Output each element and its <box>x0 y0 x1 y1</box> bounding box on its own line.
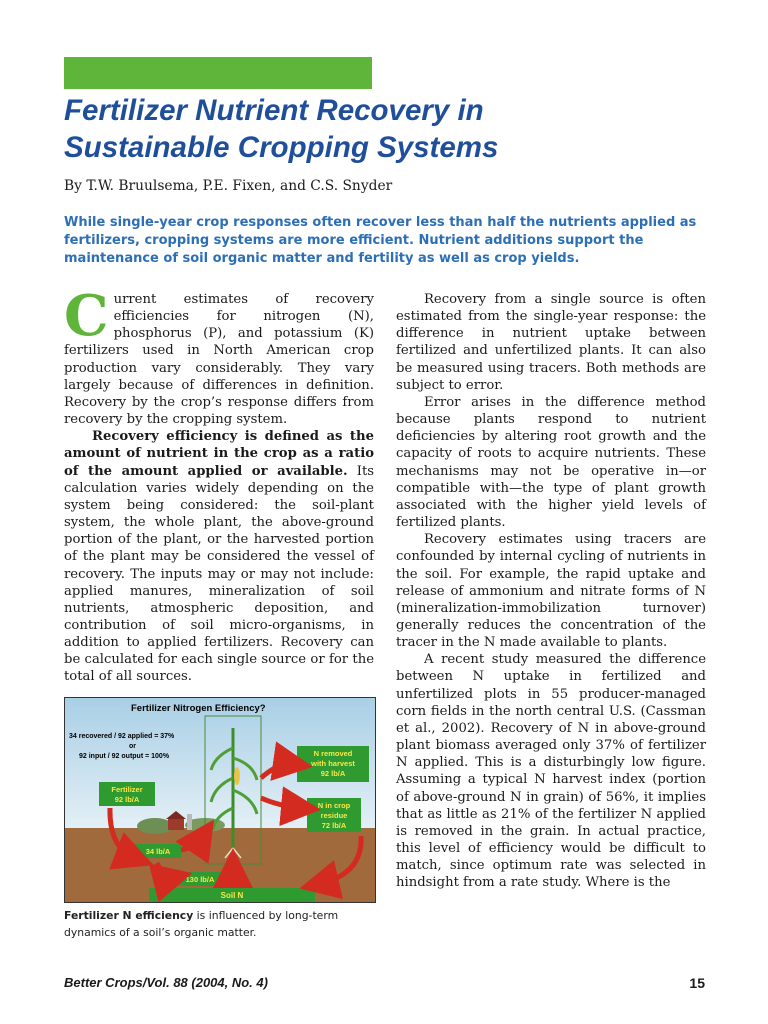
definition-rest: Its calculation varies widely depending on the system being considered: the soil-plant system, the whole plant, the above-ground portion of the plant, or the harvested portion of the plant may be considered the vessel of recovery. The inputs may or may not include: applied manures, mineralization of soil nutrients, atmospheric deposition, and contribution of soil micro-organisms, in addition to applied fertilizers. Recovery can be calculated for each single source or for the total of all sources. <box>64 463 375 685</box>
equation-balance: 92 input / 92 output = 100% <box>79 753 170 760</box>
column-right <box>396 291 706 891</box>
abstract: While single-year crop responses often recover less than half the nutrients applied as fertilizers, cropping systems are more efficient. Nutrient additions support the maintenance of soil organic matter and fertility as well as crop yields. <box>64 215 697 266</box>
paragraph-single-source: Recovery from a single source is often estimated from the single-year response: the difference in nutrient uptake between fertilized and unfertilized plants. It can also be measured using tracers. Both methods are subject to error. <box>396 292 706 393</box>
n-residue-amount: 72 lb/A <box>321 821 347 830</box>
n-removed-label: N removed <box>313 749 353 758</box>
value-34: 34 lb/A <box>145 847 171 856</box>
soil-n-label: Soil N <box>220 891 244 900</box>
nitrogen-efficiency-figure <box>64 697 376 903</box>
n-removed-amount: 92 lb/A <box>320 769 346 778</box>
n-residue-label-2: residue <box>320 811 348 820</box>
equation-or: or <box>129 743 136 750</box>
figure-caption <box>64 907 376 941</box>
column-left <box>64 283 375 686</box>
header-accent-bar <box>64 57 372 89</box>
equation-recovery: 34 recovered / 92 applied = 37% <box>69 733 175 740</box>
caption-bold: Fertilizer N efficiency <box>64 909 194 922</box>
drop-cap: C <box>64 283 109 349</box>
paragraph-error: Error arises in the difference method because plants respond to nutrient deficiencies by altering root growth and the capacity of roots to acquire nutrients. These mechanisms may not be operative in—or compatible with—the type of plant growth associated with the higher yield levels of fertilized plants. <box>396 394 706 531</box>
caption-text: is influenced by long-term dynamics of a soil’s organic matter. <box>64 909 339 939</box>
paragraph-intro <box>64 283 374 428</box>
fertilizer-amount: 92 lb/A <box>114 795 140 804</box>
figure-title: Fertilizer Nitrogen Efficiency? <box>131 703 266 714</box>
title-line-2: Sustainable Cropping Systems <box>64 131 499 164</box>
paragraph-definition <box>64 428 374 685</box>
fertilizer-label: Fertilizer <box>111 785 143 794</box>
trees <box>137 818 173 834</box>
paragraph-tracers: Recovery estimates using tracers are confounded by internal cycling of nutrients in the soil. For example, the rapid uptake and release of ammonium and nitrate forms of N (mineralization-immobilization turnover) generally reduces the concentration of the tracer in the N made available to plants. <box>396 532 706 651</box>
journal-citation: Better Crops/Vol. 88 (2004, No. 4) <box>64 975 268 990</box>
paragraph-recent-study: A recent study measured the difference between N uptake in fertilized and unfertilized plots in 55 producer-managed corn fields in the north central U.S. (Cassman et al., 2002). Recovery of N in above-ground plant biomass averaged only 37% of fertilizer N applied. This is a disturbingly low figure. Assuming a typical N harvest index (portion of above-ground N in grain) of 56%, it implies that as little as 21% of the fertilizer N applied is removed in the grain. In actual practice, this level of efficiency would be difficult to match, since optimum rate was selected in hindsight from a rate study. Where is the <box>396 652 706 891</box>
definition-bold: Recovery efficiency is defined as the amount of nutrient in the crop as a ratio of the amount applied or available. <box>64 429 374 479</box>
figure-illustration <box>65 698 375 902</box>
value-130: 130 lb/A <box>185 875 215 884</box>
byline: By T.W. Bruulsema, P.E. Fixen, and C.S. Snyder <box>64 178 393 194</box>
n-removed-label-2: with harvest <box>311 759 355 768</box>
page-number: 15 <box>689 975 705 991</box>
article-title <box>64 92 704 166</box>
intro-text: urrent estimates of recovery efficiencies for nitrogen (N), phosphorus (P), and potassium (K) fertilizers used in North American crop production vary considerably. They vary largely because of differences in definition. Recovery by the crop’s response differs from recovery by the cropping system. <box>64 292 374 428</box>
title-line-1: Fertilizer Nutrient Recovery in <box>64 94 484 127</box>
n-residue-label: N in crop <box>317 801 351 810</box>
